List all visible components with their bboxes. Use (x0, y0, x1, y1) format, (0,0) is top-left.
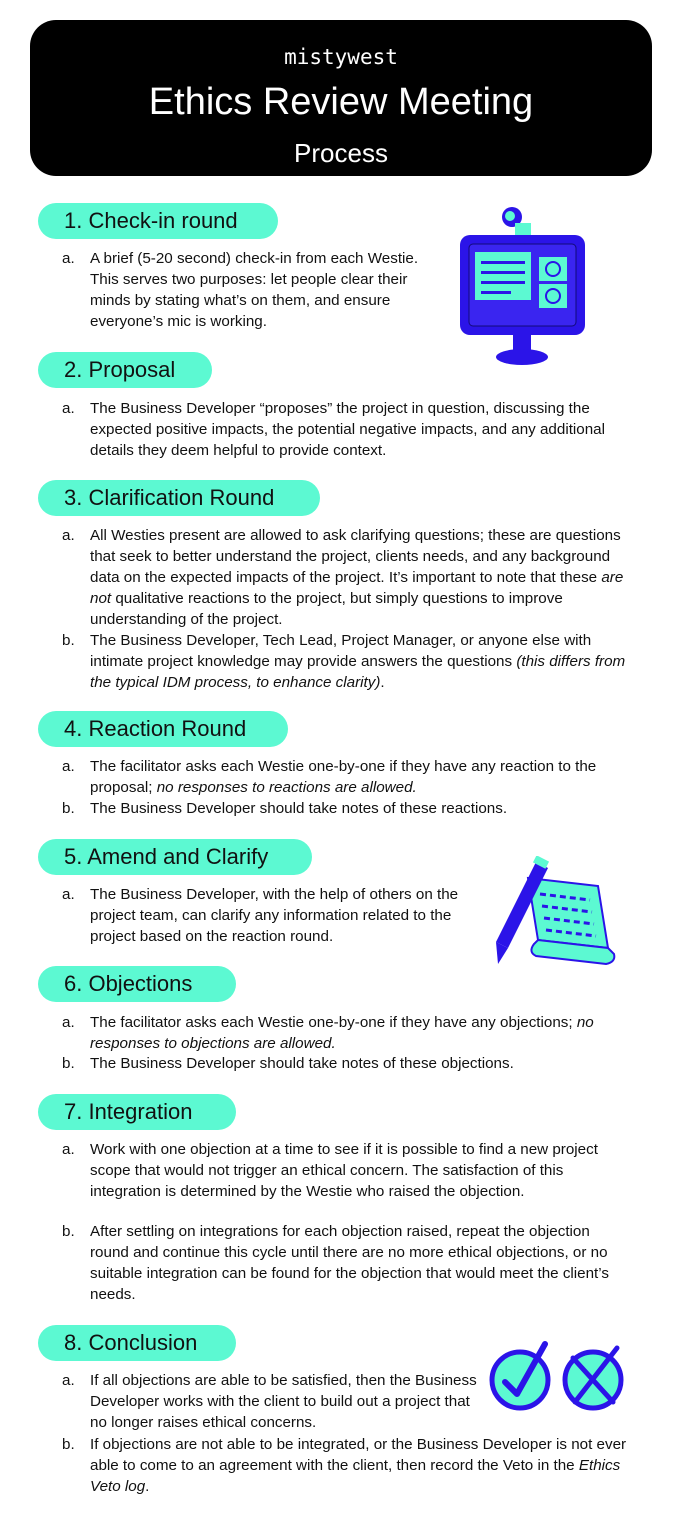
list-item: b. The Business Developer should take notes of these objections. (62, 1055, 514, 1072)
pen-and-paper-icon (490, 856, 620, 974)
list-item: b. After settling on integrations for each objection raised, repeat the objection round and continue this cycle until there are no more ethical objections, or no suitable integration can be found for the objection that would meet the client’s needs. (62, 1223, 609, 1303)
header-banner (30, 20, 652, 176)
list-item: b. The Business Developer, Tech Lead, Project Manager, or anyone else with intimate project knowledge may provide answers the questions (this differs from the typical IDM process, to enhance clarity). (62, 632, 626, 691)
list-item: a. All Westies present are allowed to ask clarifying questions; these are questions that seek to better understand the project, clients needs, and any background data on the expected impacts of the project. It’s important to note that these are not qualitative reactions to the project, but simply questions to improve understanding of the project. (62, 527, 624, 628)
section-heading-reaction-round: 4. Reaction Round (38, 711, 288, 747)
list-item: b. The Business Developer should take notes of these reactions. (62, 800, 508, 817)
page-subtitle: Process (294, 138, 388, 168)
list-item: a. The facilitator asks each Westie one-by-one if they have any objections; no responses to objections are allowed. (62, 1014, 594, 1052)
section-heading-conclusion: 8. Conclusion (38, 1325, 236, 1361)
list-item: a. A brief (5-20 second) check-in from each Westie. This serves two purposes: let people clear their minds by stating what’s on them, and ensure everyone’s mic is working. (62, 250, 419, 330)
list-item: b. If objections are not able to be integrated, or the Business Developer is not ever able to come to an agreement with the client, then record the Veto in the Ethics Veto log. (62, 1436, 627, 1495)
section-heading-integration: 7. Integration (38, 1094, 236, 1130)
monitor-icon (455, 205, 590, 367)
brand-name: mistywest (284, 45, 398, 69)
list-item: a. The Business Developer “proposes” the project in question, discussing the expected positive impacts, the potential negative impacts, and any additional details they deem helpful to provide context. (62, 400, 606, 459)
list-item: a. If all objections are able to be satisfied, then the Business Developer works with the client to build out a project that no longer raises ethical concerns. (62, 1372, 477, 1431)
section-heading-proposal: 2. Proposal (38, 352, 212, 388)
page-title: Ethics Review Meeting (148, 81, 534, 123)
list-item: a. The facilitator asks each Westie one-by-one if they have any reaction to the proposal; no responses to reactions are allowed. (62, 758, 597, 796)
list-item: a. Work with one objection at a time to see if it is possible to find a new project scope that would not trigger an ethical concern. The satisfaction of this integration is determined by the Westie who raised the objection. (62, 1141, 598, 1200)
section-heading-objections: 6. Objections (38, 966, 236, 1002)
list-item: a. The Business Developer, with the help of others on the project team, can clarify any information related to the project based on the reaction round. (62, 886, 459, 945)
section-heading-amend-and-clarify: 5. Amend and Clarify (38, 839, 312, 875)
section-heading-clarification-round: 3. Clarification Round (38, 480, 320, 516)
check-and-cross-icon (487, 1338, 632, 1418)
section-heading-check-in: 1. Check-in round (38, 203, 278, 239)
